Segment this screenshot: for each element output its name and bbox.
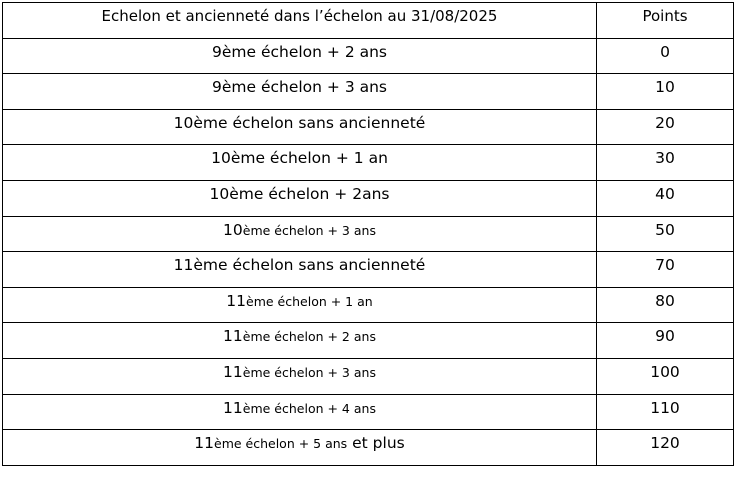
echelon-text: 11 <box>194 434 214 453</box>
points-cell: 100 <box>597 358 734 394</box>
table-row <box>3 74 734 110</box>
table-body <box>3 38 734 465</box>
echelon-cell <box>3 323 597 359</box>
echelon-text: ème échelon + 3 ans <box>242 364 376 380</box>
echelon-text: 10 <box>223 220 243 239</box>
echelon-text: ème échelon + 5 ans <box>214 436 348 452</box>
points-cell: 20 <box>597 109 734 145</box>
table-row <box>3 323 734 359</box>
echelon-cell <box>3 358 597 394</box>
echelon-text: ème échelon + 1 an <box>246 293 373 309</box>
echelon-cell <box>3 180 597 216</box>
table-row <box>3 216 734 252</box>
echelon-cell <box>3 74 597 110</box>
echelon-text: ème échelon + 4 ans <box>242 400 376 416</box>
points-cell: 40 <box>597 180 734 216</box>
echelon-text: et plus <box>347 434 405 453</box>
points-cell: 10 <box>597 74 734 110</box>
points-cell: 110 <box>597 394 734 430</box>
table-row <box>3 180 734 216</box>
table-row <box>3 358 734 394</box>
echelon-cell <box>3 38 597 74</box>
echelon-text: 9ème échelon + 3 ans <box>211 78 388 97</box>
echelon-text: 9ème échelon + 2 ans <box>211 42 388 61</box>
table-row <box>3 430 734 466</box>
points-table <box>2 2 734 466</box>
echelon-text: 11 <box>223 362 243 381</box>
points-cell: 0 <box>597 38 734 74</box>
echelon-text: 10ème échelon + 1 an <box>211 149 388 168</box>
echelon-text: 11ème échelon sans ancienneté <box>173 256 426 275</box>
points-cell: 50 <box>597 216 734 252</box>
echelon-cell <box>3 252 597 288</box>
points-cell: 90 <box>597 323 734 359</box>
echelon-cell <box>3 216 597 252</box>
table-row <box>3 252 734 288</box>
echelon-cell <box>3 430 597 466</box>
table-row <box>3 145 734 181</box>
echelon-text: 10ème échelon sans ancienneté <box>173 113 426 132</box>
echelon-text: 10ème échelon + 2ans <box>209 184 390 203</box>
echelon-text: 11 <box>223 398 243 417</box>
points-cell: 30 <box>597 145 734 181</box>
header-echelon: Echelon et ancienneté dans l’échelon au 31/08/2025 <box>3 3 597 39</box>
table-row <box>3 109 734 145</box>
header-points: Points <box>597 3 734 39</box>
echelon-text: 11 <box>223 327 243 346</box>
echelon-cell <box>3 394 597 430</box>
points-cell: 80 <box>597 287 734 323</box>
table-row <box>3 287 734 323</box>
points-cell: 70 <box>597 252 734 288</box>
echelon-text: ème échelon + 3 ans <box>242 222 376 238</box>
echelon-text: 11 <box>226 291 247 310</box>
table-row <box>3 394 734 430</box>
echelon-cell <box>3 287 597 323</box>
echelon-cell <box>3 109 597 145</box>
table-header-row <box>3 3 734 39</box>
echelon-text: ème échelon + 2 ans <box>242 329 376 345</box>
points-cell: 120 <box>597 430 734 466</box>
echelon-cell <box>3 145 597 181</box>
table-row <box>3 38 734 74</box>
